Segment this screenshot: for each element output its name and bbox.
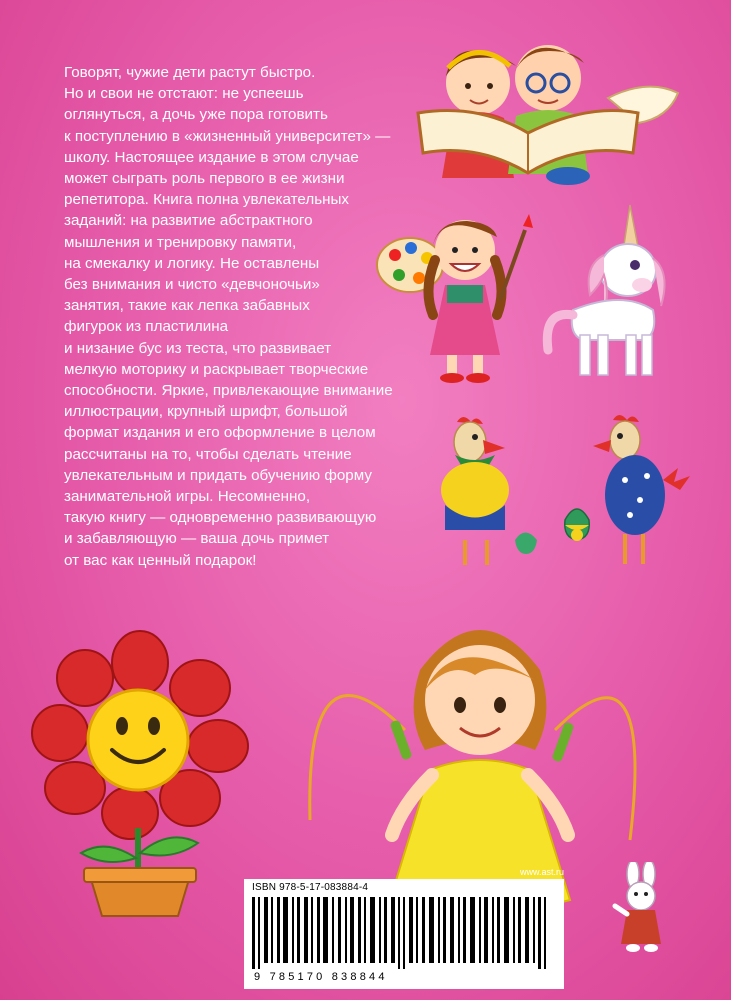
- isbn-number: ISBN 978-5-17-083884-4: [252, 882, 369, 893]
- publisher-website: www.ast.ru: [519, 867, 564, 877]
- smiling-flower-illustration: [30, 628, 255, 918]
- kids-reading-book-illustration: [408, 28, 688, 188]
- roosters-and-eggs-illustration: [425, 410, 695, 580]
- barcode-number: 9 785170 838844: [254, 971, 388, 983]
- barcode-icon: [252, 897, 556, 969]
- unicorn-illustration: [538, 200, 678, 385]
- cover-blurb-text: Говорят, чужие дети растут быстро. Но и свои не отстают: не успеешь оглянуться, а дочь уже пора готовить к поступлению в «жизненный университет» — школу. Настоящее издание в этом случае может сыграть роль первого в ее жизни репетитора. Книга полна увлекательных заданий: на развитие абстрактного мышления и тренировку памяти, на смекалку и логику. Не оставлены без внимания и чисто «девчоночьи» занятия, такие как лепка забавных фигурок из пластилина и низание бус из теста, что развивает мелкую моторику и раскрывает творческие способности. Яркие, привлекающие внимание иллюстрации, крупный шрифт, большой формат издания и его оформление в целом рассчитаны на то, чтобы сделать чтение увлекательным и придать обучению форму занимательной игры. Несомненно, такую книгу — одновременно развивающую и забавляющую — ваша дочь примет от вас как ценный подарок!: [64, 64, 393, 569]
- girl-with-palette-illustration: [375, 200, 550, 385]
- bunny-illustration: [605, 862, 677, 954]
- isbn-barcode-block: [244, 867, 564, 989]
- barcode-panel: [244, 879, 564, 989]
